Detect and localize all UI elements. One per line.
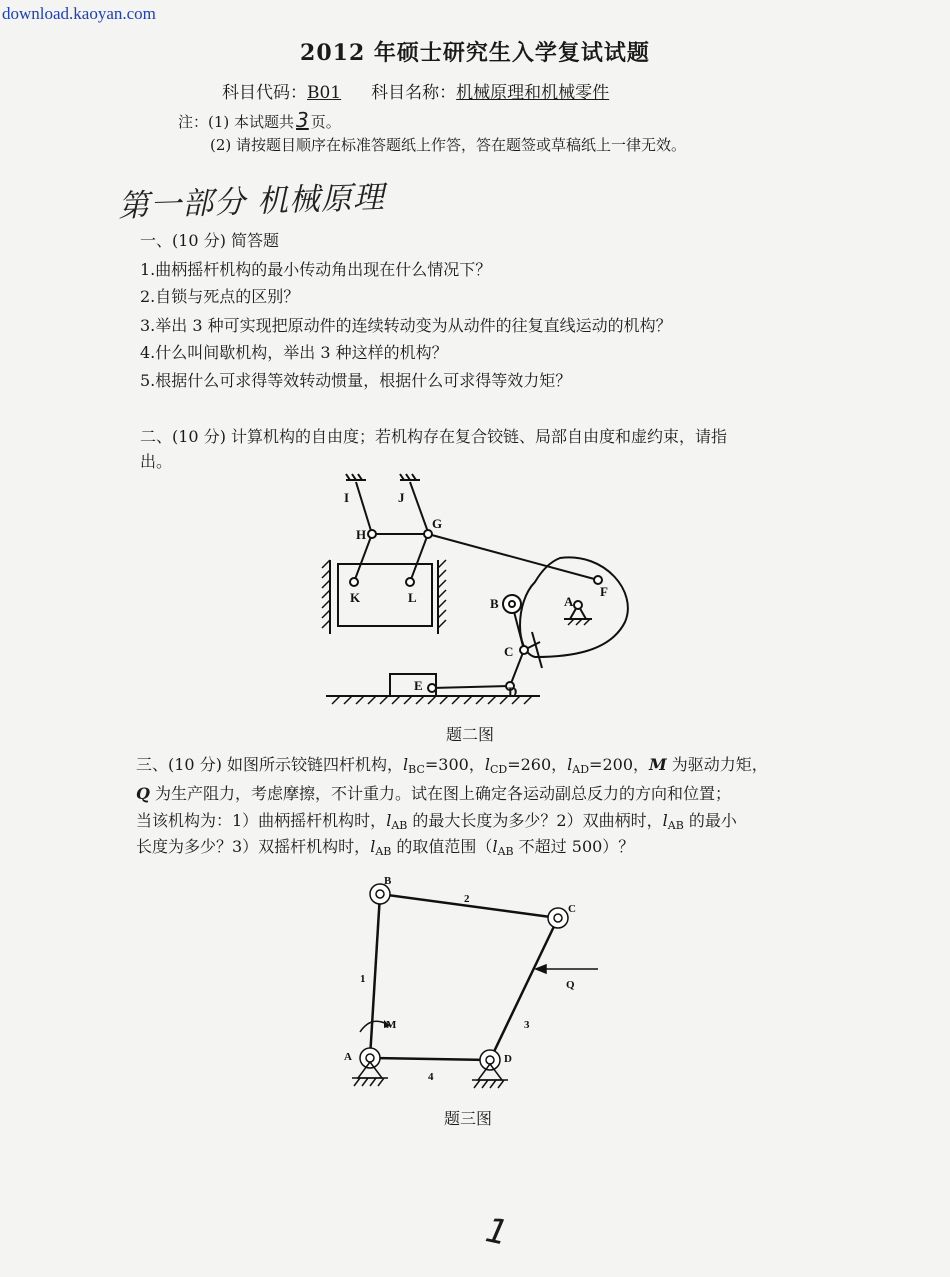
q1-item: 2.自锁与死点的区别？ [140,287,300,306]
label-E: E [414,678,423,693]
q3-caption: 题三图 [444,1109,493,1128]
label-A: A [564,594,574,609]
joint-G [424,530,432,538]
q1-item: 4.什么叫间歇机构，举出 3 种这样的机构？ [140,343,448,362]
page-count-handwritten: 3 [296,108,309,132]
subject-meta [222,78,609,103]
note-1-suffix: 页。 [310,113,341,131]
q3-lad-sub: AD [572,763,590,776]
link-1 [370,894,380,1058]
part-heading-handwritten: 第一部分 机械原理 [117,179,386,225]
label-D: D [508,684,518,699]
label-B: B [384,875,392,887]
q3-lab-sub: AB [497,845,514,858]
q3-lab: l [492,837,498,856]
joint-H [368,530,376,538]
label-F: F [600,584,608,599]
q3-l4-part: 长度为多少？3）双摇杆机构时， [136,837,371,856]
q3-l2-part: 为生产阻力，考虑摩擦，不计重力。试在图上确定各运动副总反力的方向和位置； [149,784,732,803]
page-number-handwritten: 1 [482,1210,512,1254]
q3-l3-part: 当该机构为：1）曲柄摇杆机构时， [136,811,387,830]
q3-lab-sub: AB [375,845,392,858]
q3-lcd-sub: CD [489,763,508,776]
q3-lab-sub: AB [667,819,684,832]
label-I: I [344,490,350,505]
joint-K [350,578,358,586]
label-G: G [432,516,443,531]
q1-heading: 一、(10 分) 简答题 [140,231,280,250]
note-2: (2) 请按题目顺序在标准答题纸上作答，答在题签或草稿纸上一律无效。 [210,136,687,154]
q3-Q: Q [136,784,150,803]
note-1 [178,108,341,132]
link-4 [370,1058,490,1060]
label-B: B [490,596,499,611]
subject-code-value: B01 [307,83,342,103]
q3-l3-part: 的最大长度为多少？2）双曲柄时， [407,811,663,830]
subject-code-label: 科目代码： [222,83,307,103]
q3-lbc-sub: BC [408,763,425,776]
label-link-2: 2 [464,893,470,905]
q3-four-bar-diagram [340,872,610,1097]
q2-text-line2: 出。 [140,452,173,471]
q3-text-line4 [136,834,634,858]
q1-item: 5.根据什么可求得等效转动惯量，根据什么可求得等效力矩？ [140,371,572,390]
q1-item: 1.曲柄摇杆机构的最小传动角出现在什么情况下？ [140,260,492,279]
q3-lab: l [370,837,376,856]
label-K: K [350,590,361,605]
q1-item: 3.举出 3 种可实现把原动件的连续转动变为从动件的往复直线运动的机构？ [140,316,672,335]
label-L: L [408,590,417,605]
q3-l4-part: 的取值范围（ [391,837,493,856]
q3-lcd: l [484,755,490,774]
link-3 [490,918,558,1060]
exam-title: 2012 年硕士研究生入学复试试题 [300,40,650,66]
q2-text-line1: 二、(10 分) 计算机构的自由度；若机构存在复合铰链、局部自由度和虚约束，请指 [140,427,728,446]
q3-lab: l [386,811,392,830]
label-D: D [504,1053,512,1065]
q3-lab-sub: AB [391,819,408,832]
q3-l1-part: =300， [424,755,485,774]
q2-caption: 题二图 [446,725,495,744]
label-link-4: 4 [428,1071,434,1083]
joint-A [574,601,582,609]
label-Q: Q [566,979,575,991]
q2-mechanism-diagram [310,472,660,722]
label-C: C [568,903,576,915]
q3-l1-part: 三、(10 分) 如图所示铰链四杆机构， [136,755,404,774]
q3-text-line2 [136,781,731,804]
q3-l4-part: 不超过 500）？ [513,837,635,856]
label-H: H [356,527,367,542]
q3-l1-part: =260， [507,755,568,774]
q3-text-line3 [136,808,737,832]
watermark: download.kaoyan.com [2,4,156,23]
q3-l1-part: 为驱动力矩， [666,755,768,774]
label-A: A [344,1051,352,1063]
label-J: J [398,490,405,505]
force-Q-arrow [536,965,598,973]
q3-lbc: l [403,755,409,774]
label-link-3: 3 [524,1019,530,1031]
q3-l1-part: =200， [589,755,649,774]
joint-C [520,646,528,654]
note-1-prefix: 注：(1) 本试题共 [178,113,295,131]
q3-lad: l [567,755,573,774]
subject-name-value: 机械原理和机械零件 [456,83,610,103]
joint-F [594,576,602,584]
q3-l3-part: 的最小 [683,811,737,830]
joint-L [406,578,414,586]
label-C: C [504,644,514,659]
label-M: M [386,1019,397,1031]
subject-name-label: 科目名称： [371,83,457,103]
joint-E [428,684,436,692]
q3-lab: l [662,811,668,830]
label-link-1: 1 [360,973,366,985]
q3-text-line1 [136,752,768,776]
q3-M: M [649,755,667,774]
ground-hatching [322,560,590,704]
